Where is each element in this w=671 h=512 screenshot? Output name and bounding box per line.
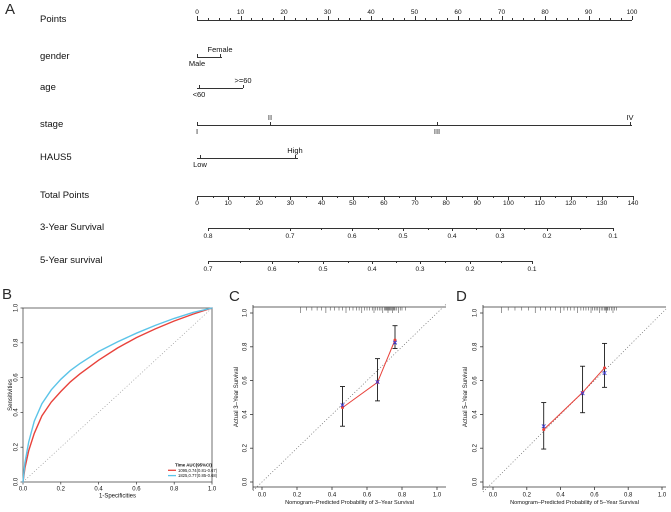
nomogram-row-label: stage xyxy=(40,119,64,130)
roc-y-tick-label: 0.6 xyxy=(13,373,20,382)
cal5-y-tick-label: 0.2 xyxy=(472,444,479,453)
cal5-y-tick-label: 0.8 xyxy=(472,342,479,351)
cal3-x-tick-label: 0.8 xyxy=(397,492,407,499)
category-label: <60 xyxy=(192,90,206,99)
axis-tick-label: 10 xyxy=(236,8,245,16)
cal3-y-tick-label: 0.2 xyxy=(242,444,249,453)
axis-tick-label: 0.3 xyxy=(495,232,505,240)
roc-legend-entry: 1825,0.77(0.85-0.68) xyxy=(178,473,218,479)
panel-d-label: D xyxy=(456,288,468,305)
axis-tick-label: 0.2 xyxy=(542,232,552,240)
cal3-y-tick-label: 0.0 xyxy=(242,477,249,487)
cal3-y-tick-label: 1.0 xyxy=(242,308,249,318)
axis-tick-label: 70 xyxy=(497,8,506,16)
roc-y-tick-label: 1.0 xyxy=(13,303,20,313)
axis-tick-label: 80 xyxy=(442,200,450,207)
cal5-x-tick-label: 0.6 xyxy=(590,492,599,499)
axis-tick-label: 0 xyxy=(195,200,199,207)
roc-y-axis-title: Sensitivities xyxy=(8,379,14,411)
cal3-y-tick-label: 0.8 xyxy=(242,342,249,351)
axis-tick-label: 50 xyxy=(349,200,357,207)
axis-tick-label: 0 xyxy=(195,8,199,16)
nomogram-row-label: Total Points xyxy=(40,190,90,201)
cal5-y-axis-title: Actual 5–Year Survival xyxy=(463,366,469,428)
category-label: IV xyxy=(626,112,634,122)
nomogram-row-label: 3-Year Survival xyxy=(40,222,105,233)
category-label: Female xyxy=(207,44,233,54)
category-label: High xyxy=(287,145,303,155)
cal5-calibration-line xyxy=(544,368,605,430)
axis-tick-label: 70 xyxy=(411,200,419,207)
axis-tick-label: 0.7 xyxy=(285,232,295,240)
nomogram-row-label: 5-Year survival xyxy=(40,255,103,266)
category-label: Low xyxy=(193,160,207,169)
roc-x-tick-label: 0.4 xyxy=(94,486,103,493)
axis-tick-label: 90 xyxy=(473,200,481,207)
axis-tick-label: 0.6 xyxy=(347,232,357,240)
category-label: II xyxy=(267,112,273,122)
cal5-x-tick-label: 1.0 xyxy=(657,492,667,499)
axis-tick-label: 0.4 xyxy=(447,232,457,240)
roc-x-tick-label: 0.2 xyxy=(56,486,65,493)
axis-tick-label: 0.3 xyxy=(415,265,425,273)
cal5-observed-point xyxy=(603,366,606,369)
axis-tick-label: 140 xyxy=(627,200,639,207)
axis-tick-label: 0.1 xyxy=(608,232,618,240)
cal3-ideal-line xyxy=(253,304,446,490)
axis-tick-label: 0.2 xyxy=(465,265,475,273)
cal3-x-tick-label: 0.0 xyxy=(257,492,267,499)
roc-legend-title: Time AUC(95%CI) xyxy=(175,462,212,468)
axis-tick-label: 100 xyxy=(502,200,514,207)
axis-tick-label: 110 xyxy=(534,200,545,207)
cal3-x-axis-title: Nomogram–Predicted Probability of 3–Year Survival xyxy=(285,500,414,506)
cal3-y-tick-label: 0.4 xyxy=(242,410,249,419)
cal3-x-tick-label: 1.0 xyxy=(432,492,442,499)
axis-tick-label: 20 xyxy=(280,8,288,16)
cal3-x-tick-label: 0.4 xyxy=(327,492,337,499)
axis-tick-label: 0.7 xyxy=(203,265,213,273)
category-label: Male xyxy=(188,59,206,68)
axis-tick-label: 10 xyxy=(224,200,232,207)
axis-tick-label: 0.8 xyxy=(203,232,213,240)
axis-tick-label: 100 xyxy=(626,8,638,16)
cal5-y-tick-label: 0.4 xyxy=(472,410,479,419)
panel-a-label: A xyxy=(5,1,16,18)
nomogram-row-label: HAUS5 xyxy=(40,152,72,163)
cal5-x-tick-label: 0.8 xyxy=(624,492,633,499)
axis-tick-label: 40 xyxy=(367,8,375,16)
axis-tick-label: 90 xyxy=(584,8,593,16)
category-label: >=60 xyxy=(234,75,252,85)
axis-tick-label: 0.5 xyxy=(398,232,408,240)
cal5-y-tick-label: 0.6 xyxy=(472,376,479,385)
axis-tick-label: 30 xyxy=(323,8,332,16)
axis-tick-label: 30 xyxy=(286,200,295,207)
cal3-y-tick-label: 0.6 xyxy=(242,376,249,385)
axis-tick-label: 0.6 xyxy=(267,265,277,273)
roc-y-tick-label: 0.4 xyxy=(13,408,20,417)
axis-tick-label: 60 xyxy=(380,200,388,207)
category-label: III xyxy=(433,127,441,136)
cal5-y-tick-label: 0.0 xyxy=(472,477,479,487)
axis-tick-label: 120 xyxy=(565,200,577,207)
axis-tick-label: 20 xyxy=(255,200,263,207)
axis-tick-label: 0.1 xyxy=(527,265,537,273)
cal3-y-axis-title: Actual 3–Year Survival xyxy=(234,366,240,428)
axis-tick-label: 0.5 xyxy=(318,265,328,273)
cal3-x-tick-label: 0.2 xyxy=(292,492,302,499)
cal3-x-tick-label: 0.6 xyxy=(362,492,372,499)
roc-x-tick-label: 0.0 xyxy=(18,486,28,493)
cal5-x-tick-label: 0.4 xyxy=(556,492,565,499)
roc-y-tick-label: 0.8 xyxy=(13,338,20,347)
axis-tick-label: 60 xyxy=(454,8,462,16)
roc-x-axis-title: 1-Specificities xyxy=(98,493,137,500)
roc-y-tick-label: 0.0 xyxy=(13,477,20,487)
cal5-x-tick-label: 0.2 xyxy=(522,492,531,499)
cal5-observed-point xyxy=(542,428,545,431)
category-label: I xyxy=(195,127,199,136)
roc-x-tick-label: 0.8 xyxy=(170,486,179,493)
roc-legend-entry: 1095,0.74(0.81-0.67) xyxy=(178,467,218,473)
axis-tick-label: 50 xyxy=(410,8,419,16)
roc-x-tick-label: 1.0 xyxy=(207,486,217,493)
roc-y-tick-label: 0.2 xyxy=(13,443,20,452)
roc-diagonal-reference-line xyxy=(23,308,212,482)
axis-tick-label: 130 xyxy=(596,200,608,207)
panel-c-label: C xyxy=(229,288,241,305)
cal5-y-tick-label: 1.0 xyxy=(472,308,479,318)
axis-tick-label: 40 xyxy=(317,200,326,207)
nomogram-row-label: gender xyxy=(40,51,70,62)
axis-tick-label: 80 xyxy=(541,8,549,16)
panel-b-label: B xyxy=(2,286,13,303)
cal3-calibration-line xyxy=(343,340,396,408)
nomogram-row-label: Points xyxy=(40,14,67,25)
nomogram-row-label: age xyxy=(40,82,56,93)
cal5-x-axis-title: Nomogram–Predicted Probability of 5–Year Survival xyxy=(510,500,639,506)
axis-tick-label: 0.4 xyxy=(367,265,377,273)
cal5-x-tick-label: 0.0 xyxy=(488,492,498,499)
roc-x-tick-label: 0.6 xyxy=(132,486,141,493)
